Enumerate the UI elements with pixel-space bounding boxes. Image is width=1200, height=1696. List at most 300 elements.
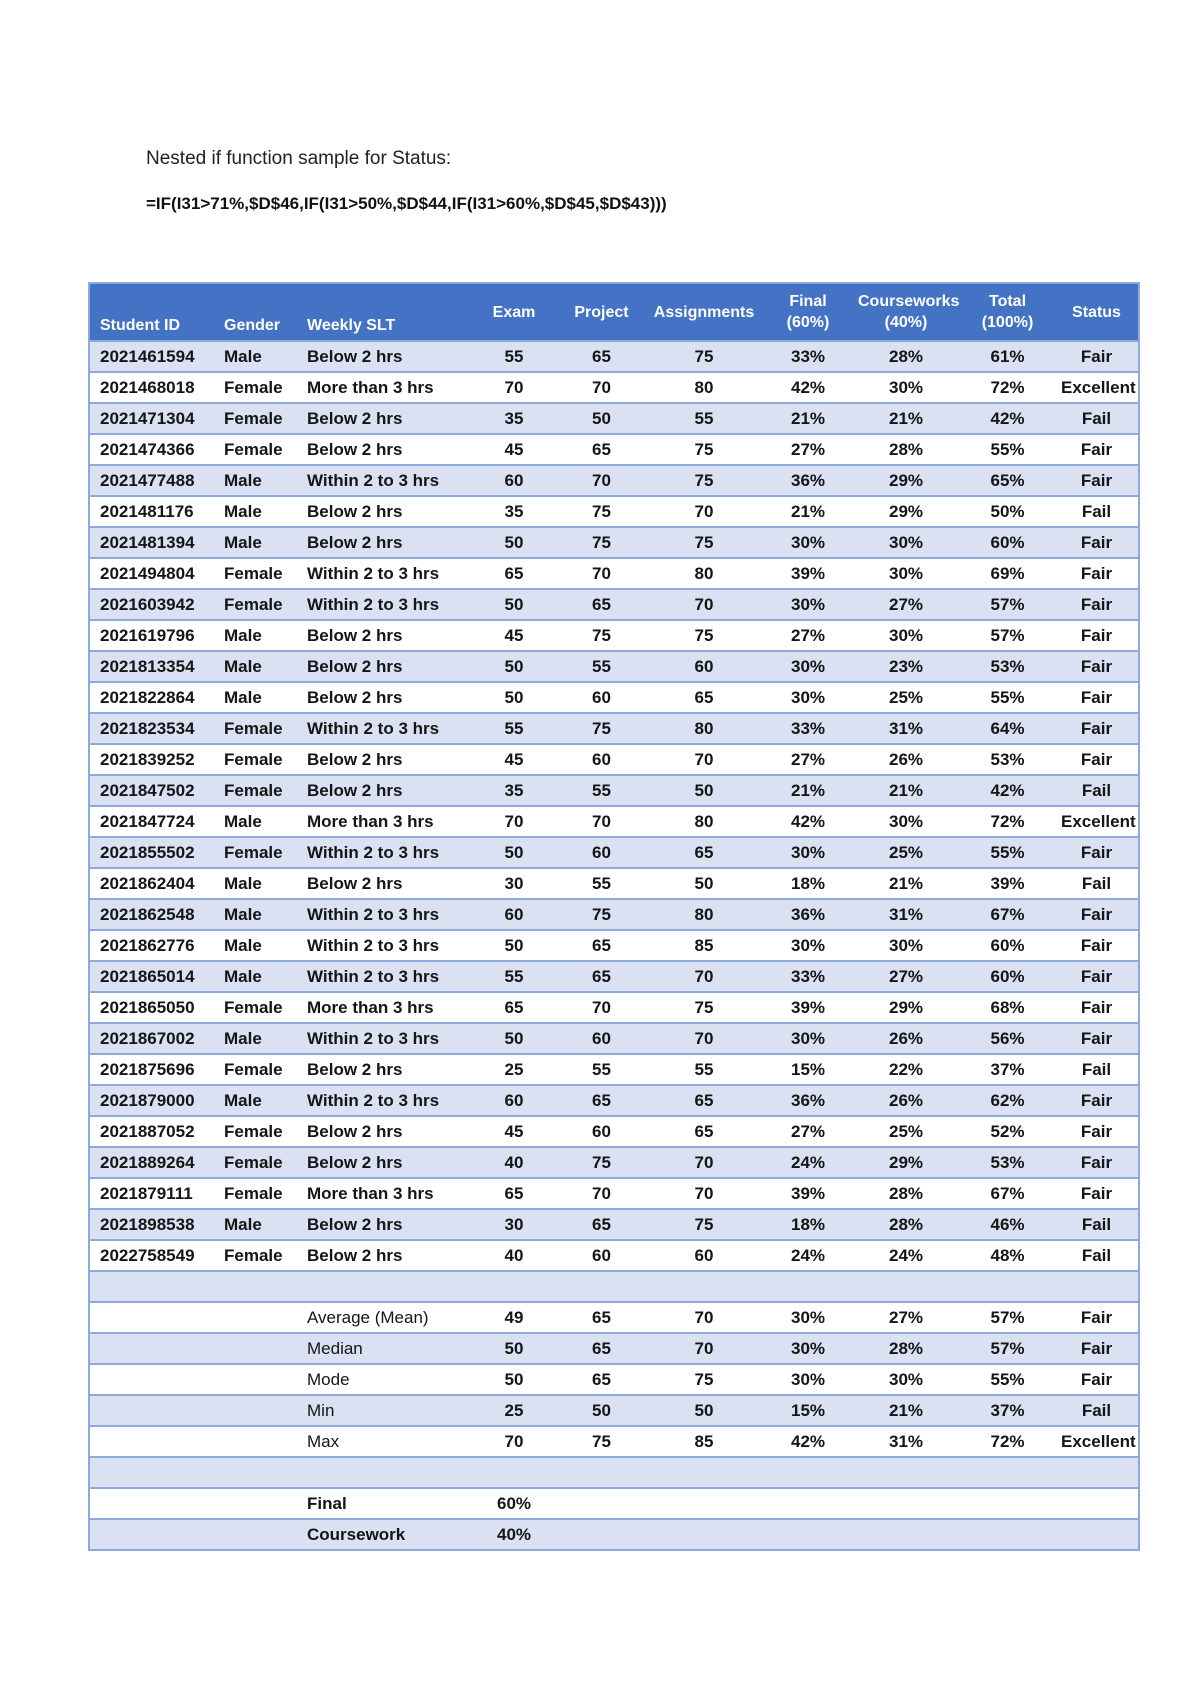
table-row	[89, 465, 1139, 496]
stat-label: Max	[297, 1426, 469, 1457]
spacer-row	[89, 1457, 1139, 1488]
cell-exam: 50	[469, 589, 559, 620]
cell-weekly-slt: Below 2 hrs	[297, 682, 469, 713]
cell-courseworks: 27%	[852, 589, 960, 620]
cell-final: 21%	[764, 496, 852, 527]
stat-final: 42%	[764, 1426, 852, 1457]
weight-label: Coursework	[297, 1519, 469, 1550]
cell-status: Fair	[1055, 1023, 1139, 1054]
stat-label: Median	[297, 1333, 469, 1364]
cell-courseworks: 30%	[852, 527, 960, 558]
empty-cell	[214, 1271, 297, 1302]
table-row	[89, 620, 1139, 651]
cell-weekly-slt: Below 2 hrs	[297, 403, 469, 434]
cell-student-id: 2021477488	[89, 465, 214, 496]
cell-exam: 50	[469, 837, 559, 868]
cell-assignments: 75	[644, 1209, 764, 1240]
cell-status: Fail	[1055, 775, 1139, 806]
cell-project: 70	[559, 992, 644, 1023]
cell-assignments: 80	[644, 558, 764, 589]
cell-assignments: 50	[644, 868, 764, 899]
table-row	[89, 1147, 1139, 1178]
cell-gender: Female	[214, 775, 297, 806]
cell-weekly-slt: More than 3 hrs	[297, 806, 469, 837]
cell-gender: Female	[214, 1116, 297, 1147]
cell-final: 15%	[764, 1054, 852, 1085]
empty-cell	[89, 1457, 214, 1488]
stat-status: Excellent	[1055, 1426, 1139, 1457]
cell-gender: Male	[214, 1023, 297, 1054]
cell-courseworks: 29%	[852, 992, 960, 1023]
cell-status: Fair	[1055, 527, 1139, 558]
cell-total: 62%	[960, 1085, 1055, 1116]
cell-student-id: 2021889264	[89, 1147, 214, 1178]
cell-status: Excellent	[1055, 372, 1139, 403]
cell-gender: Female	[214, 837, 297, 868]
cell-student-id: 2021813354	[89, 651, 214, 682]
cell-final: 42%	[764, 372, 852, 403]
cell-final: 39%	[764, 558, 852, 589]
cell-courseworks: 29%	[852, 1147, 960, 1178]
table-row	[89, 527, 1139, 558]
empty-cell	[960, 1519, 1055, 1550]
cell-exam: 60	[469, 1085, 559, 1116]
cell-student-id: 2021855502	[89, 837, 214, 868]
cell-exam: 50	[469, 930, 559, 961]
cell-gender: Male	[214, 496, 297, 527]
cell-weekly-slt: More than 3 hrs	[297, 992, 469, 1023]
cell-total: 50%	[960, 496, 1055, 527]
cell-weekly-slt: Below 2 hrs	[297, 868, 469, 899]
cell-final: 27%	[764, 434, 852, 465]
cell-exam: 30	[469, 868, 559, 899]
cell-project: 75	[559, 899, 644, 930]
cell-assignments: 70	[644, 589, 764, 620]
table-row	[89, 775, 1139, 806]
cell-courseworks: 30%	[852, 930, 960, 961]
cell-total: 69%	[960, 558, 1055, 589]
stat-courseworks: 27%	[852, 1302, 960, 1333]
stat-exam: 70	[469, 1426, 559, 1457]
cell-exam: 45	[469, 744, 559, 775]
cell-assignments: 75	[644, 527, 764, 558]
cell-student-id: 2021474366	[89, 434, 214, 465]
cell-exam: 70	[469, 806, 559, 837]
stat-label: Min	[297, 1395, 469, 1426]
empty-cell	[89, 1302, 214, 1333]
cell-student-id: 2021471304	[89, 403, 214, 434]
cell-weekly-slt: Within 2 to 3 hrs	[297, 589, 469, 620]
cell-exam: 40	[469, 1240, 559, 1271]
cell-assignments: 65	[644, 682, 764, 713]
cell-status: Fair	[1055, 558, 1139, 589]
stat-assignments: 75	[644, 1364, 764, 1395]
cell-student-id: 2021879111	[89, 1178, 214, 1209]
empty-cell	[1055, 1457, 1139, 1488]
stat-courseworks: 30%	[852, 1364, 960, 1395]
header-weekly-slt: Weekly SLT	[297, 283, 469, 341]
cell-project: 70	[559, 465, 644, 496]
empty-cell	[214, 1426, 297, 1457]
cell-project: 65	[559, 589, 644, 620]
stat-total: 57%	[960, 1302, 1055, 1333]
cell-courseworks: 29%	[852, 496, 960, 527]
cell-weekly-slt: Below 2 hrs	[297, 775, 469, 806]
cell-courseworks: 28%	[852, 1178, 960, 1209]
cell-total: 42%	[960, 775, 1055, 806]
cell-weekly-slt: Below 2 hrs	[297, 434, 469, 465]
stat-assignments: 70	[644, 1333, 764, 1364]
cell-student-id: 2021862404	[89, 868, 214, 899]
cell-status: Fair	[1055, 1147, 1139, 1178]
cell-weekly-slt: Below 2 hrs	[297, 341, 469, 372]
cell-total: 57%	[960, 620, 1055, 651]
header-exam: Exam	[469, 283, 559, 341]
cell-exam: 60	[469, 465, 559, 496]
cell-gender: Male	[214, 527, 297, 558]
cell-total: 48%	[960, 1240, 1055, 1271]
cell-assignments: 70	[644, 1178, 764, 1209]
cell-student-id: 2021603942	[89, 589, 214, 620]
cell-exam: 50	[469, 651, 559, 682]
cell-final: 39%	[764, 992, 852, 1023]
cell-project: 75	[559, 1147, 644, 1178]
cell-assignments: 60	[644, 651, 764, 682]
cell-final: 42%	[764, 806, 852, 837]
cell-assignments: 75	[644, 992, 764, 1023]
cell-courseworks: 21%	[852, 403, 960, 434]
cell-courseworks: 21%	[852, 775, 960, 806]
cell-project: 55	[559, 868, 644, 899]
cell-gender: Male	[214, 1209, 297, 1240]
stat-label: Average (Mean)	[297, 1302, 469, 1333]
cell-final: 36%	[764, 899, 852, 930]
cell-student-id: 2021847502	[89, 775, 214, 806]
table-row	[89, 558, 1139, 589]
cell-total: 60%	[960, 527, 1055, 558]
cell-assignments: 70	[644, 1023, 764, 1054]
cell-weekly-slt: More than 3 hrs	[297, 372, 469, 403]
cell-weekly-slt: Within 2 to 3 hrs	[297, 713, 469, 744]
cell-student-id: 2021823534	[89, 713, 214, 744]
cell-total: 60%	[960, 961, 1055, 992]
cell-final: 30%	[764, 837, 852, 868]
empty-cell	[214, 1395, 297, 1426]
cell-total: 53%	[960, 744, 1055, 775]
empty-cell	[644, 1488, 764, 1519]
empty-cell	[297, 1271, 469, 1302]
cell-total: 42%	[960, 403, 1055, 434]
cell-assignments: 75	[644, 341, 764, 372]
cell-assignments: 55	[644, 1054, 764, 1085]
cell-status: Fair	[1055, 992, 1139, 1023]
empty-cell	[559, 1519, 644, 1550]
cell-assignments: 70	[644, 496, 764, 527]
cell-gender: Female	[214, 1147, 297, 1178]
cell-final: 27%	[764, 744, 852, 775]
cell-final: 21%	[764, 775, 852, 806]
cell-final: 39%	[764, 1178, 852, 1209]
cell-project: 65	[559, 961, 644, 992]
table-row	[89, 1209, 1139, 1240]
stats-row	[89, 1426, 1139, 1457]
stat-final: 15%	[764, 1395, 852, 1426]
empty-cell	[960, 1488, 1055, 1519]
cell-status: Fair	[1055, 930, 1139, 961]
cell-weekly-slt: Below 2 hrs	[297, 620, 469, 651]
table-row	[89, 1116, 1139, 1147]
empty-cell	[214, 1364, 297, 1395]
cell-student-id: 2021898538	[89, 1209, 214, 1240]
header-courseworks-title: Courseworks	[858, 293, 960, 310]
empty-cell	[89, 1426, 214, 1457]
cell-total: 37%	[960, 1054, 1055, 1085]
cell-student-id: 2022758549	[89, 1240, 214, 1271]
cell-status: Fair	[1055, 651, 1139, 682]
cell-total: 64%	[960, 713, 1055, 744]
stat-courseworks: 31%	[852, 1426, 960, 1457]
stat-courseworks: 21%	[852, 1395, 960, 1426]
empty-cell	[852, 1457, 960, 1488]
empty-cell	[469, 1457, 559, 1488]
cell-courseworks: 27%	[852, 961, 960, 992]
cell-weekly-slt: Within 2 to 3 hrs	[297, 558, 469, 589]
cell-courseworks: 30%	[852, 372, 960, 403]
spacer-row	[89, 1271, 1139, 1302]
header-status: Status	[1055, 283, 1139, 341]
weight-label: Final	[297, 1488, 469, 1519]
cell-status: Fair	[1055, 1178, 1139, 1209]
cell-project: 70	[559, 1178, 644, 1209]
cell-weekly-slt: Below 2 hrs	[297, 744, 469, 775]
empty-cell	[1055, 1519, 1139, 1550]
cell-exam: 55	[469, 961, 559, 992]
cell-project: 50	[559, 403, 644, 434]
table-row	[89, 930, 1139, 961]
header-total	[960, 283, 1055, 341]
cell-gender: Female	[214, 558, 297, 589]
cell-exam: 65	[469, 1178, 559, 1209]
cell-assignments: 80	[644, 806, 764, 837]
cell-assignments: 60	[644, 1240, 764, 1271]
cell-total: 55%	[960, 434, 1055, 465]
cell-exam: 35	[469, 775, 559, 806]
cell-weekly-slt: Within 2 to 3 hrs	[297, 465, 469, 496]
cell-project: 60	[559, 682, 644, 713]
empty-cell	[764, 1457, 852, 1488]
cell-assignments: 80	[644, 713, 764, 744]
cell-assignments: 75	[644, 465, 764, 496]
cell-final: 24%	[764, 1240, 852, 1271]
cell-gender: Female	[214, 1240, 297, 1271]
cell-weekly-slt: More than 3 hrs	[297, 1178, 469, 1209]
empty-cell	[469, 1271, 559, 1302]
table-row	[89, 341, 1139, 372]
cell-weekly-slt: Within 2 to 3 hrs	[297, 837, 469, 868]
note-text: Nested if function sample for Status:	[146, 148, 452, 169]
cell-weekly-slt: Within 2 to 3 hrs	[297, 961, 469, 992]
cell-student-id: 2021879000	[89, 1085, 214, 1116]
header-final	[764, 283, 852, 341]
cell-project: 60	[559, 1240, 644, 1271]
cell-project: 70	[559, 558, 644, 589]
header-assignments: Assignments	[644, 283, 764, 341]
empty-cell	[559, 1271, 644, 1302]
stats-row	[89, 1333, 1139, 1364]
empty-cell	[214, 1457, 297, 1488]
grade-table	[88, 282, 1140, 1551]
table-row	[89, 403, 1139, 434]
cell-project: 65	[559, 1209, 644, 1240]
empty-cell	[89, 1333, 214, 1364]
stat-status: Fair	[1055, 1302, 1139, 1333]
empty-cell	[89, 1395, 214, 1426]
cell-courseworks: 28%	[852, 434, 960, 465]
cell-gender: Female	[214, 372, 297, 403]
empty-cell	[214, 1519, 297, 1550]
stat-courseworks: 28%	[852, 1333, 960, 1364]
header-gender: Gender	[214, 283, 297, 341]
cell-gender: Female	[214, 1054, 297, 1085]
table-row	[89, 1240, 1139, 1271]
stat-project: 50	[559, 1395, 644, 1426]
cell-project: 65	[559, 341, 644, 372]
cell-final: 18%	[764, 868, 852, 899]
header-courseworks-weight: (40%)	[884, 314, 928, 331]
cell-project: 75	[559, 527, 644, 558]
cell-gender: Male	[214, 1085, 297, 1116]
cell-assignments: 80	[644, 372, 764, 403]
empty-cell	[89, 1364, 214, 1395]
cell-gender: Male	[214, 651, 297, 682]
empty-cell	[214, 1302, 297, 1333]
header-final-weight: (60%)	[786, 314, 830, 331]
cell-total: 56%	[960, 1023, 1055, 1054]
cell-exam: 55	[469, 341, 559, 372]
header-project: Project	[559, 283, 644, 341]
cell-status: Fair	[1055, 465, 1139, 496]
cell-gender: Male	[214, 868, 297, 899]
cell-exam: 25	[469, 1054, 559, 1085]
cell-final: 30%	[764, 589, 852, 620]
cell-student-id: 2021865014	[89, 961, 214, 992]
cell-assignments: 55	[644, 403, 764, 434]
empty-cell	[644, 1519, 764, 1550]
cell-total: 53%	[960, 1147, 1055, 1178]
cell-student-id: 2021862548	[89, 899, 214, 930]
table-row	[89, 1178, 1139, 1209]
cell-weekly-slt: Within 2 to 3 hrs	[297, 1023, 469, 1054]
cell-courseworks: 22%	[852, 1054, 960, 1085]
header-final-title: Final	[789, 293, 827, 310]
empty-cell	[960, 1457, 1055, 1488]
cell-project: 60	[559, 1116, 644, 1147]
cell-total: 61%	[960, 341, 1055, 372]
cell-gender: Female	[214, 744, 297, 775]
cell-status: Fair	[1055, 682, 1139, 713]
cell-status: Fair	[1055, 713, 1139, 744]
cell-status: Fair	[1055, 589, 1139, 620]
empty-cell	[89, 1271, 214, 1302]
cell-courseworks: 30%	[852, 806, 960, 837]
cell-courseworks: 23%	[852, 651, 960, 682]
stat-project: 75	[559, 1426, 644, 1457]
cell-gender: Female	[214, 1178, 297, 1209]
cell-assignments: 65	[644, 1085, 764, 1116]
cell-project: 65	[559, 1085, 644, 1116]
cell-courseworks: 26%	[852, 1085, 960, 1116]
cell-courseworks: 25%	[852, 1116, 960, 1147]
cell-total: 67%	[960, 899, 1055, 930]
table-row	[89, 837, 1139, 868]
stat-total: 72%	[960, 1426, 1055, 1457]
cell-weekly-slt: Below 2 hrs	[297, 1240, 469, 1271]
header-courseworks	[852, 283, 960, 341]
table-row	[89, 372, 1139, 403]
weight-value: 40%	[469, 1519, 559, 1550]
cell-status: Fair	[1055, 899, 1139, 930]
cell-total: 68%	[960, 992, 1055, 1023]
cell-gender: Female	[214, 403, 297, 434]
cell-student-id: 2021461594	[89, 341, 214, 372]
cell-exam: 50	[469, 682, 559, 713]
empty-cell	[297, 1457, 469, 1488]
stat-status: Fail	[1055, 1395, 1139, 1426]
cell-courseworks: 30%	[852, 558, 960, 589]
cell-final: 33%	[764, 713, 852, 744]
cell-exam: 65	[469, 992, 559, 1023]
stat-label: Mode	[297, 1364, 469, 1395]
cell-courseworks: 29%	[852, 465, 960, 496]
stat-status: Fair	[1055, 1333, 1139, 1364]
cell-status: Fail	[1055, 403, 1139, 434]
cell-assignments: 65	[644, 837, 764, 868]
cell-assignments: 85	[644, 930, 764, 961]
cell-courseworks: 21%	[852, 868, 960, 899]
cell-status: Fail	[1055, 1240, 1139, 1271]
stat-assignments: 70	[644, 1302, 764, 1333]
stat-project: 65	[559, 1302, 644, 1333]
header-total-weight: (100%)	[981, 314, 1034, 331]
cell-project: 60	[559, 1023, 644, 1054]
cell-assignments: 70	[644, 1147, 764, 1178]
stat-final: 30%	[764, 1302, 852, 1333]
cell-weekly-slt: Below 2 hrs	[297, 527, 469, 558]
cell-project: 65	[559, 434, 644, 465]
cell-total: 72%	[960, 806, 1055, 837]
cell-status: Fair	[1055, 1116, 1139, 1147]
stats-row	[89, 1364, 1139, 1395]
empty-cell	[852, 1488, 960, 1519]
cell-assignments: 70	[644, 961, 764, 992]
cell-student-id: 2021847724	[89, 806, 214, 837]
cell-student-id: 2021481176	[89, 496, 214, 527]
stat-exam: 25	[469, 1395, 559, 1426]
empty-cell	[89, 1519, 214, 1550]
stats-row	[89, 1302, 1139, 1333]
cell-gender: Female	[214, 434, 297, 465]
cell-exam: 65	[469, 558, 559, 589]
cell-project: 75	[559, 620, 644, 651]
cell-total: 57%	[960, 589, 1055, 620]
cell-student-id: 2021468018	[89, 372, 214, 403]
cell-student-id: 2021839252	[89, 744, 214, 775]
cell-final: 18%	[764, 1209, 852, 1240]
cell-weekly-slt: Below 2 hrs	[297, 1054, 469, 1085]
cell-project: 75	[559, 496, 644, 527]
table-row	[89, 651, 1139, 682]
cell-student-id: 2021865050	[89, 992, 214, 1023]
